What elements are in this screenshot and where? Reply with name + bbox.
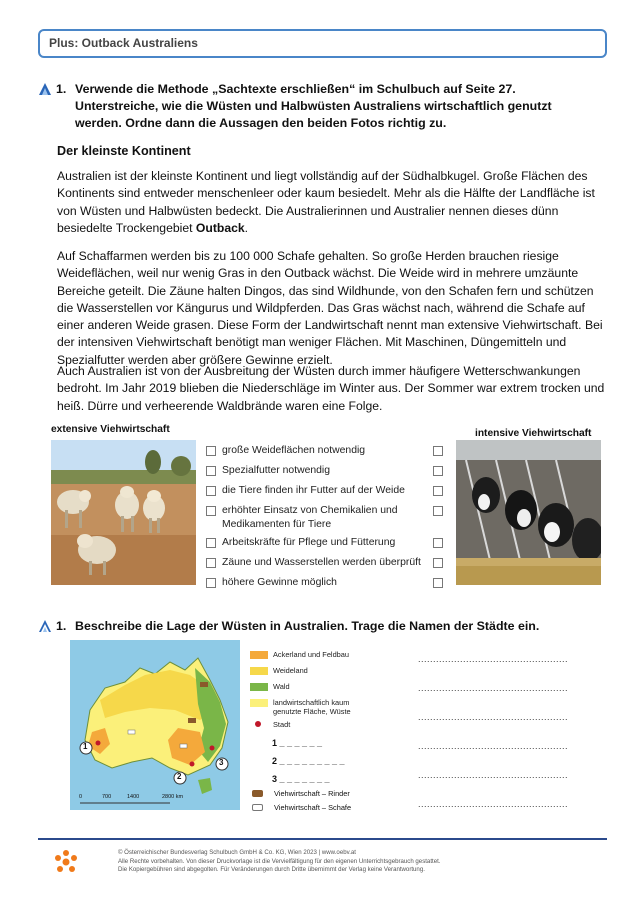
difficulty-triangle-icon — [38, 82, 52, 96]
answer-line[interactable]: .................................................. — [418, 654, 569, 664]
task-2-text: Beschreibe die Lage der Wüsten in Australien. Trage die Namen der Städte ein. — [75, 619, 540, 633]
article-heading: Der kleinste Kontinent — [57, 144, 191, 158]
scale-label-0: 0 — [79, 794, 83, 800]
checklist-row: höhere Gewinne möglich — [206, 576, 450, 596]
map-marker-label-3: 3 — [219, 758, 224, 767]
australia-map — [70, 640, 240, 810]
legend-item-cattle: Viehwirtschaft – Rinder — [252, 789, 412, 803]
legend-item: Ackerland und Feldbau — [250, 650, 400, 666]
checklist-row: Zäune und Wasserstellen werden überprüft — [206, 556, 450, 576]
checkbox-extensive[interactable] — [206, 506, 216, 516]
checkbox-extensive[interactable] — [206, 558, 216, 568]
answer-line[interactable]: .................................................. — [418, 741, 569, 751]
statement-checklist — [206, 444, 450, 596]
sheep-photo — [51, 440, 196, 585]
legend-livestock — [252, 789, 412, 817]
answer-line[interactable]: .................................................. — [418, 683, 569, 693]
checklist-row: große Weideflächen notwendig — [206, 444, 450, 464]
article-paragraph-2: Auf Schaffarmen werden bis zu 100 000 Schafe gehalten. So große Herden brauchen riesige Weideflächen, weil nur wenig Gras in den Outback wächst. Die Weide wird in mehrere umzäunte Bereiche geteilt. Die Zäune halten Dingos, das sind Wildhunde, von den Schafen fern und schützen die Wasserstellen vor Kängurus und Wildpferden. Das Gras wächst nach, während die Schafe auf einer anderen Weide grasen. Diese Form der Landwirtschaft nennt man extensive Viehwirtschaft. Bei der intensiven Viehwirtschaft benötigt man weniger Flächen. Mit Maschinen, Düngemitteln und Spezialfutter werden aber größere Gewinne erzielt. — [57, 249, 603, 367]
checklist-row: Spezialfutter notwendig — [206, 464, 450, 484]
checkbox-intensive[interactable] — [433, 578, 443, 588]
legend-item-sheep: Viehwirtschaft – Schafe — [252, 803, 412, 817]
map-marker-label-1: 1 — [83, 742, 88, 751]
legend-item: landwirtschaftlich kaum genutzte Fläche, Wüste — [250, 698, 400, 720]
difficulty-triangle-icon — [38, 619, 52, 633]
checkbox-intensive[interactable] — [433, 486, 443, 496]
legend-item: Weideland — [250, 666, 400, 682]
city-answer-1[interactable]: 1 _ _ _ _ _ _ — [272, 738, 323, 748]
footer-divider — [38, 838, 607, 840]
legend-item-city: Stadt — [250, 720, 400, 736]
task-1-text: Verwende die Methode „Sachtexte erschließen“ im Schulbuch auf Seite 27. Unterstreiche, wie die Wüsten und Halbwüsten Australiens wirtschaftlich genutzt werden. Ordne dann die Aussagen den beiden Fotos richtig zu. — [75, 82, 552, 130]
checklist-row: Arbeitskräfte für Pflege und Fütterung — [206, 536, 450, 556]
article-paragraph-1: Australien ist der kleinste Kontinent und liegt vollständig auf der Südhalbkugel. Große Flächen des Kontinents sind entweder menschenleer oder kaum besiedelt. Mehr als die Hälfte der Landfläche ist von Wüsten und Halbwüsten bedeckt. Die Australierinnen und Australier nennen dieses dünn besiedelte Trockengebiet Outback. — [57, 169, 595, 235]
checkbox-intensive[interactable] — [433, 446, 443, 456]
map-marker-label-2: 2 — [177, 772, 182, 781]
task-2-number: 1. — [56, 619, 67, 633]
map-legend — [250, 650, 400, 736]
worksheet-title-box — [38, 29, 607, 58]
answer-line[interactable]: .................................................. — [418, 770, 569, 780]
article-paragraph-3: Auch Australien ist von der Ausbreitung der Wüsten durch immer häufigere Wetterschwankungen bedroht. Im Jahr 2019 blieben die Niederschläge im Winter aus. Der Sommer war extrem trocken und heiß. Dürre und verheerende Waldbrände waren eine Folge. — [57, 364, 605, 413]
task-1 — [38, 81, 598, 132]
checkbox-extensive[interactable] — [206, 466, 216, 476]
cattle-icon — [252, 790, 263, 797]
city-marker-1 — [96, 741, 101, 746]
scale-label-1400: 1400 — [127, 794, 140, 800]
checkbox-extensive[interactable] — [206, 486, 216, 496]
scale-label-2800: 2800 km — [162, 794, 184, 800]
checklist-row: erhöhter Einsatz von Chemikalien und Medikamenten für Tiere — [206, 504, 450, 536]
answer-line[interactable]: .................................................. — [418, 712, 569, 722]
checkbox-extensive[interactable] — [206, 578, 216, 588]
sheep-icon — [252, 804, 263, 811]
city-marker-2 — [190, 762, 195, 767]
checkbox-intensive[interactable] — [433, 466, 443, 476]
answer-line[interactable]: .................................................. — [418, 799, 569, 809]
city-marker-3 — [210, 746, 215, 751]
legend-swatch — [250, 683, 268, 691]
scale-label-700: 700 — [102, 794, 112, 800]
legend-swatch — [250, 699, 268, 707]
checkbox-extensive[interactable] — [206, 538, 216, 548]
footer-copyright: © Österreichischer Bundesverlag Schulbuch GmbH & Co. KG, Wien 2023 | www.oebv.at Alle Rechte vorbehalten. Von dieser Druckvorlage ist die Vervielfältigung für den eigenen Unterrichtsgebrauch gestattet. Die Kopiergebühren sind abgegolten. Für Veränderungen durch Dritte übernimmt der Verlag keine Verantwortung. — [118, 849, 441, 873]
term-outback: Outback — [195, 220, 245, 235]
worksheet-title: Plus: Outback Australiens — [49, 36, 198, 50]
publisher-logo-icon — [53, 849, 79, 875]
city-answer-3[interactable]: 3 _ _ _ _ _ _ _ — [272, 774, 330, 784]
task-2 — [38, 618, 598, 635]
city-answer-2[interactable]: 2 _ _ _ _ _ _ _ _ _ — [272, 756, 345, 766]
checkbox-intensive[interactable] — [433, 506, 443, 516]
task-1-number: 1. — [56, 82, 67, 96]
cattle-photo — [456, 440, 601, 585]
checklist-row: die Tiere finden ihr Futter auf der Weide — [206, 484, 450, 504]
photo-label-extensive: extensive Viehwirtschaft — [51, 424, 170, 435]
checkbox-intensive[interactable] — [433, 538, 443, 548]
city-dot-icon — [255, 721, 261, 727]
photo-label-intensive: intensive Viehwirtschaft — [475, 428, 592, 439]
legend-item: Wald — [250, 682, 400, 698]
legend-swatch — [250, 667, 268, 675]
legend-swatch — [250, 651, 268, 659]
checkbox-extensive[interactable] — [206, 446, 216, 456]
checkbox-intensive[interactable] — [433, 558, 443, 568]
